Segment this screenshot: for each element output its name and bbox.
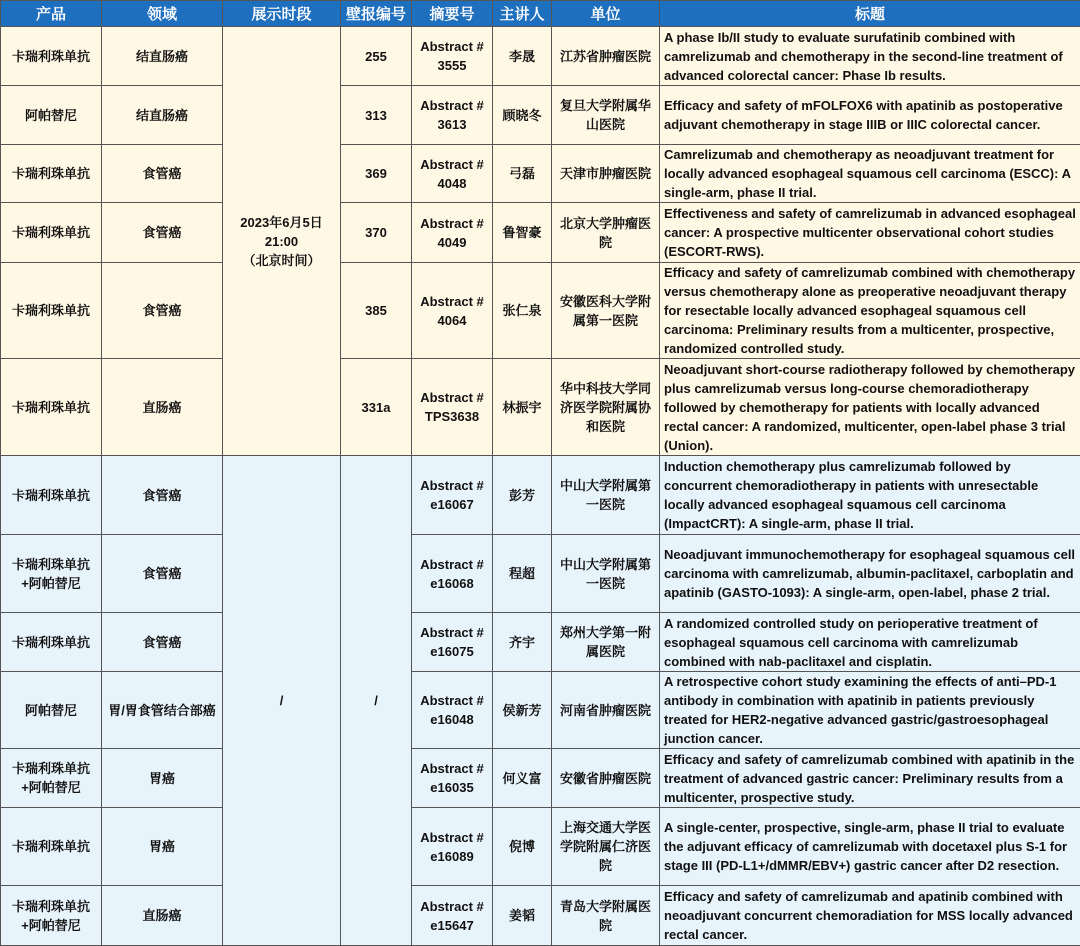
unit-cell: 中山大学附属第一医院 [552, 535, 660, 613]
abstract-cell: Abstract # e16067 [412, 456, 493, 535]
speaker-cell: 倪博 [493, 808, 552, 886]
title-cell: Effectiveness and safety of camrelizumab in advanced esophageal cancer: A prospective multicenter observational cohort studies (ESCORT-RWS). [660, 203, 1080, 263]
abstract-cell: Abstract # 4049 [412, 203, 493, 263]
header-abstract: 摘要号 [412, 1, 493, 27]
header-speaker: 主讲人 [493, 1, 552, 27]
area-cell: 直肠癌 [102, 359, 223, 456]
speaker-cell: 侯新芳 [493, 672, 552, 749]
title-cell: Induction chemotherapy plus camrelizumab followed by concurrent chemoradiotherapy in patients with unresectable locally advanced esophageal squamous cell carcinoma (ImpactCRT): A single-arm, phase II trial. [660, 456, 1080, 535]
unit-cell: 华中科技大学同济医学院附属协和医院 [552, 359, 660, 456]
poster-cell: 385 [341, 263, 412, 359]
abstract-cell: Abstract # e16075 [412, 613, 493, 672]
area-cell: 食管癌 [102, 456, 223, 535]
product-cell: 卡瑞利珠单抗 +阿帕替尼 [1, 749, 102, 808]
product-cell: 卡瑞利珠单抗 [1, 27, 102, 86]
abstract-cell: Abstract # 3555 [412, 27, 493, 86]
header-area: 领域 [102, 1, 223, 27]
speaker-cell: 弓磊 [493, 145, 552, 203]
unit-cell: 江苏省肿瘤医院 [552, 27, 660, 86]
speaker-cell: 程超 [493, 535, 552, 613]
title-cell: Efficacy and safety of camrelizumab combined with apatinib in the treatment of advanced gastric cancer: Preliminary results from a multicenter, prospective study. [660, 749, 1080, 808]
title-cell: Efficacy and safety of mFOLFOX6 with apatinib as postoperative adjuvant chemotherapy in stage IIIB or IIIC colorectal cancer. [660, 86, 1080, 145]
table-row [1, 456, 1080, 535]
table-row [1, 359, 1080, 456]
product-cell: 阿帕替尼 [1, 672, 102, 749]
unit-cell: 安徽医科大学附属第一医院 [552, 263, 660, 359]
product-cell: 卡瑞利珠单抗 [1, 263, 102, 359]
header-time: 展示时段 [223, 1, 341, 27]
table-row [1, 749, 1080, 808]
abstract-cell: Abstract # e15647 [412, 886, 493, 946]
product-cell: 卡瑞利珠单抗 [1, 808, 102, 886]
abstract-cell: Abstract # e16089 [412, 808, 493, 886]
product-cell: 卡瑞利珠单抗 [1, 359, 102, 456]
product-cell: 卡瑞利珠单抗 +阿帕替尼 [1, 535, 102, 613]
title-cell: A randomized controlled study on perioperative treatment of esophageal squamous cell carcinoma with camrelizumab combined with nab-paclitaxel and cisplatin. [660, 613, 1080, 672]
unit-cell: 北京大学肿瘤医院 [552, 203, 660, 263]
speaker-cell: 鲁智豪 [493, 203, 552, 263]
speaker-cell: 何义富 [493, 749, 552, 808]
speaker-cell: 林振宇 [493, 359, 552, 456]
area-cell: 结直肠癌 [102, 86, 223, 145]
product-cell: 卡瑞利珠单抗 [1, 203, 102, 263]
abstract-cell: Abstract # e16048 [412, 672, 493, 749]
product-cell: 卡瑞利珠单抗 [1, 613, 102, 672]
poster-cell: 369 [341, 145, 412, 203]
unit-cell: 河南省肿瘤医院 [552, 672, 660, 749]
table-row [1, 263, 1080, 359]
table-row [1, 203, 1080, 263]
unit-cell: 郑州大学第一附属医院 [552, 613, 660, 672]
abstract-cell: Abstract # e16068 [412, 535, 493, 613]
table-row [1, 86, 1080, 145]
speaker-cell: 张仁泉 [493, 263, 552, 359]
title-cell: Camrelizumab and chemotherapy as neoadjuvant treatment for locally advanced esophageal squamous cell carcinoma (ESCC): A single-arm, phase II trial. [660, 145, 1080, 203]
area-cell: 食管癌 [102, 145, 223, 203]
title-cell: A phase Ib/II study to evaluate surufatinib combined with camrelizumab and chemotherapy in the second-line treatment of advanced colorectal cancer: Phase Ib results. [660, 27, 1080, 86]
abstract-cell: Abstract # 3613 [412, 86, 493, 145]
title-cell: A single-center, prospective, single-arm, phase II trial to evaluate the adjuvant efficacy of camrelizumab with docetaxel plus S-1 for stage III (PD-L1+/dMMR/EBV+) gastric cancer after D2 resection. [660, 808, 1080, 886]
speaker-cell: 姜韬 [493, 886, 552, 946]
poster-cell: 255 [341, 27, 412, 86]
poster-cell: 370 [341, 203, 412, 263]
table-row [1, 808, 1080, 886]
area-cell: 食管癌 [102, 203, 223, 263]
poster-cell: / [341, 456, 412, 946]
title-cell: A retrospective cohort study examining the effects of anti–PD-1 antibody in combination with apatinib in patients previously treated for HER2-negative advanced gastric/gastroesophageal junction cancer. [660, 672, 1080, 749]
abstract-cell: Abstract # e16035 [412, 749, 493, 808]
area-cell: 结直肠癌 [102, 27, 223, 86]
area-cell: 胃癌 [102, 808, 223, 886]
title-cell: Neoadjuvant short-course radiotherapy followed by chemotherapy plus camrelizumab versus long-course chemoradiotherapy followed by chemotherapy for patients with locally advanced rectal cancer: A randomized, multicenter, open-label phase 3 trial (Union). [660, 359, 1080, 456]
table-row [1, 145, 1080, 203]
unit-cell: 上海交通大学医学院附属仁济医院 [552, 808, 660, 886]
header-product: 产品 [1, 1, 102, 27]
unit-cell: 青岛大学附属医院 [552, 886, 660, 946]
area-cell: 食管癌 [102, 535, 223, 613]
product-cell: 卡瑞利珠单抗 +阿帕替尼 [1, 886, 102, 946]
table-row [1, 535, 1080, 613]
area-cell: 食管癌 [102, 263, 223, 359]
time-cell: 2023年6月5日 21:00 （北京时间） [223, 27, 341, 456]
table-row [1, 613, 1080, 672]
unit-cell: 中山大学附属第一医院 [552, 456, 660, 535]
unit-cell: 安徽省肿瘤医院 [552, 749, 660, 808]
table-body [1, 27, 1080, 946]
time-cell: / [223, 456, 341, 946]
table-row [1, 886, 1080, 946]
product-cell: 卡瑞利珠单抗 [1, 456, 102, 535]
area-cell: 胃癌 [102, 749, 223, 808]
unit-cell: 复旦大学附属华山医院 [552, 86, 660, 145]
product-cell: 阿帕替尼 [1, 86, 102, 145]
header-poster: 壁报编号 [341, 1, 412, 27]
speaker-cell: 齐宇 [493, 613, 552, 672]
table-row [1, 27, 1080, 86]
speaker-cell: 顾晓冬 [493, 86, 552, 145]
product-cell: 卡瑞利珠单抗 [1, 145, 102, 203]
abstract-cell: Abstract # TPS3638 [412, 359, 493, 456]
header-row [1, 1, 1080, 27]
abstract-cell: Abstract # 4048 [412, 145, 493, 203]
speaker-cell: 彭芳 [493, 456, 552, 535]
area-cell: 直肠癌 [102, 886, 223, 946]
poster-cell: 313 [341, 86, 412, 145]
abstract-cell: Abstract # 4064 [412, 263, 493, 359]
title-cell: Neoadjuvant immunochemotherapy for esophageal squamous cell carcinoma with camrelizumab, albumin-paclitaxel, carboplatin and apatinib (GASTO-1093): A single-arm, open-label, phase 2 trial. [660, 535, 1080, 613]
header-title: 标题 [660, 1, 1080, 27]
speaker-cell: 李晟 [493, 27, 552, 86]
title-cell: Efficacy and safety of camrelizumab and apatinib combined with neoadjuvant concurrent chemoradiation for MSS locally advanced rectal cancer. [660, 886, 1080, 946]
title-cell: Efficacy and safety of camrelizumab combined with chemotherapy versus chemotherapy alone as preoperative neoadjuvant therapy for resectable locally advanced esophageal squamous cell carcinoma: Preliminary results from a multicenter, prospective, randomized controlled study. [660, 263, 1080, 359]
unit-cell: 天津市肿瘤医院 [552, 145, 660, 203]
header-unit: 单位 [552, 1, 660, 27]
area-cell: 胃/胃食管结合部癌 [102, 672, 223, 749]
area-cell: 食管癌 [102, 613, 223, 672]
poster-cell: 331a [341, 359, 412, 456]
table-row [1, 672, 1080, 749]
